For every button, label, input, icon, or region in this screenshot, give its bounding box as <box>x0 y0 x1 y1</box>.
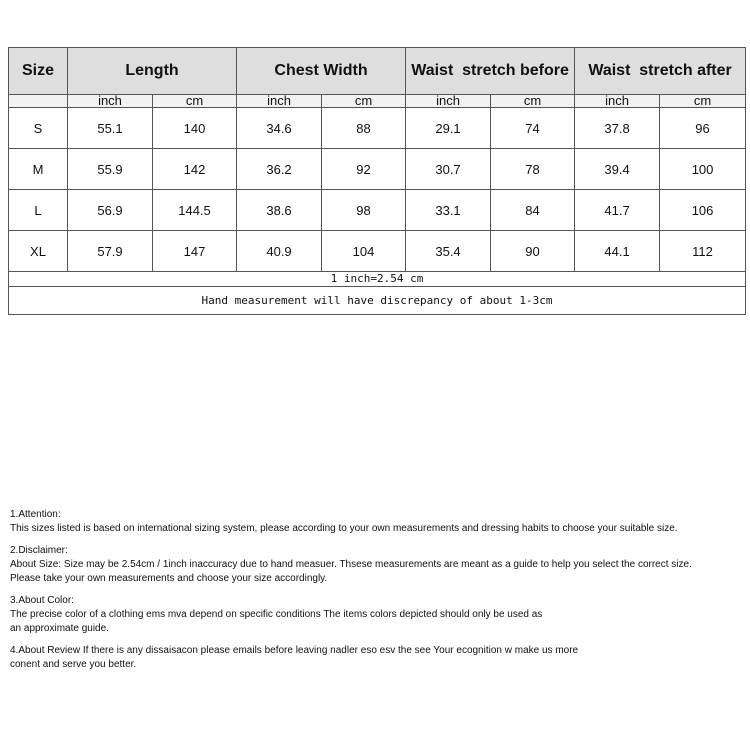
note-title: 2.Disclaimer: <box>10 545 68 556</box>
discrepancy-row <box>9 287 746 315</box>
table-cell: 55.9 <box>68 149 153 190</box>
size-label: S <box>9 108 68 149</box>
table-cell: 36.2 <box>237 149 322 190</box>
table-cell: 90 <box>491 231 575 272</box>
table-cell: 33.1 <box>406 190 491 231</box>
conversion-row <box>9 272 746 287</box>
table-cell: 30.7 <box>406 149 491 190</box>
table-cell: 112 <box>660 231 746 272</box>
note-about-color <box>10 594 745 636</box>
unit-cell: inch <box>406 95 491 108</box>
unit-cell: inch <box>237 95 322 108</box>
note-line: This sizes listed is based on international sizing system, please according to your own measurements and dressing habits to choose your suitable size. <box>10 523 678 534</box>
discrepancy-note: Hand measurement will have discrepancy of about 1-3cm <box>9 287 746 315</box>
table-cell: 98 <box>322 190 406 231</box>
note-line: conent and serve you better. <box>10 659 137 670</box>
table-cell: 144.5 <box>153 190 237 231</box>
size-label: XL <box>9 231 68 272</box>
unit-cell: cm <box>153 95 237 108</box>
table-row-l <box>9 190 746 231</box>
table-cell: 39.4 <box>575 149 660 190</box>
header-chest-width: Chest Width <box>237 48 406 95</box>
table-cell: 84 <box>491 190 575 231</box>
table-cell: 140 <box>153 108 237 149</box>
unit-cell: cm <box>491 95 575 108</box>
table-cell: 104 <box>322 231 406 272</box>
unit-blank <box>9 95 68 108</box>
table-row-xl <box>9 231 746 272</box>
table-cell: 57.9 <box>68 231 153 272</box>
table-cell: 34.6 <box>237 108 322 149</box>
notes-section <box>10 508 745 680</box>
size-chart-table <box>8 47 746 315</box>
table-cell: 147 <box>153 231 237 272</box>
table-cell: 35.4 <box>406 231 491 272</box>
conversion-note: 1 inch=2.54 cm <box>9 272 746 287</box>
table-cell: 142 <box>153 149 237 190</box>
unit-cell: cm <box>322 95 406 108</box>
note-line: Please take your own measurements and choose your size accordingly. <box>10 573 328 584</box>
table-row-m <box>9 149 746 190</box>
note-disclaimer <box>10 544 745 586</box>
table-cell: 29.1 <box>406 108 491 149</box>
table-cell: 44.1 <box>575 231 660 272</box>
table-cell: 88 <box>322 108 406 149</box>
note-attention <box>10 508 745 536</box>
note-line: 4.About Review If there is any dissaisacon please emails before leaving nadler eso esv the see Your ecognition w make us more <box>10 645 579 656</box>
unit-cell: cm <box>660 95 746 108</box>
header-length: Length <box>68 48 237 95</box>
note-title: 1.Attention: <box>10 509 61 520</box>
unit-cell: inch <box>575 95 660 108</box>
header-waist-stretch-after: Waist stretch after <box>575 48 746 95</box>
note-about-review <box>10 644 745 672</box>
note-line: The precise color of a clothing ems mva depend on specific conditions The items colors depicted should only be used as <box>10 609 543 620</box>
table-cell: 37.8 <box>575 108 660 149</box>
table-cell: 40.9 <box>237 231 322 272</box>
note-title: 3.About Color: <box>10 595 74 606</box>
table-cell: 106 <box>660 190 746 231</box>
table-cell: 78 <box>491 149 575 190</box>
table-cell: 100 <box>660 149 746 190</box>
unit-cell: inch <box>68 95 153 108</box>
header-waist-stretch-before: Waist stretch before <box>406 48 575 95</box>
table-cell: 74 <box>491 108 575 149</box>
size-label: M <box>9 149 68 190</box>
size-label: L <box>9 190 68 231</box>
header-size: Size <box>9 48 68 95</box>
table-cell: 96 <box>660 108 746 149</box>
note-line: an approximate guide. <box>10 623 109 634</box>
table-cell: 41.7 <box>575 190 660 231</box>
table-cell: 56.9 <box>68 190 153 231</box>
header-row <box>9 48 746 95</box>
table-cell: 92 <box>322 149 406 190</box>
table-cell: 55.1 <box>68 108 153 149</box>
table-row-s <box>9 108 746 149</box>
table-cell: 38.6 <box>237 190 322 231</box>
unit-row <box>9 95 746 108</box>
note-line: About Size: Size may be 2.54cm / 1inch inaccuracy due to hand measuer. Thsese measurements are meant as a guide to help you select the correct size. <box>10 559 692 570</box>
